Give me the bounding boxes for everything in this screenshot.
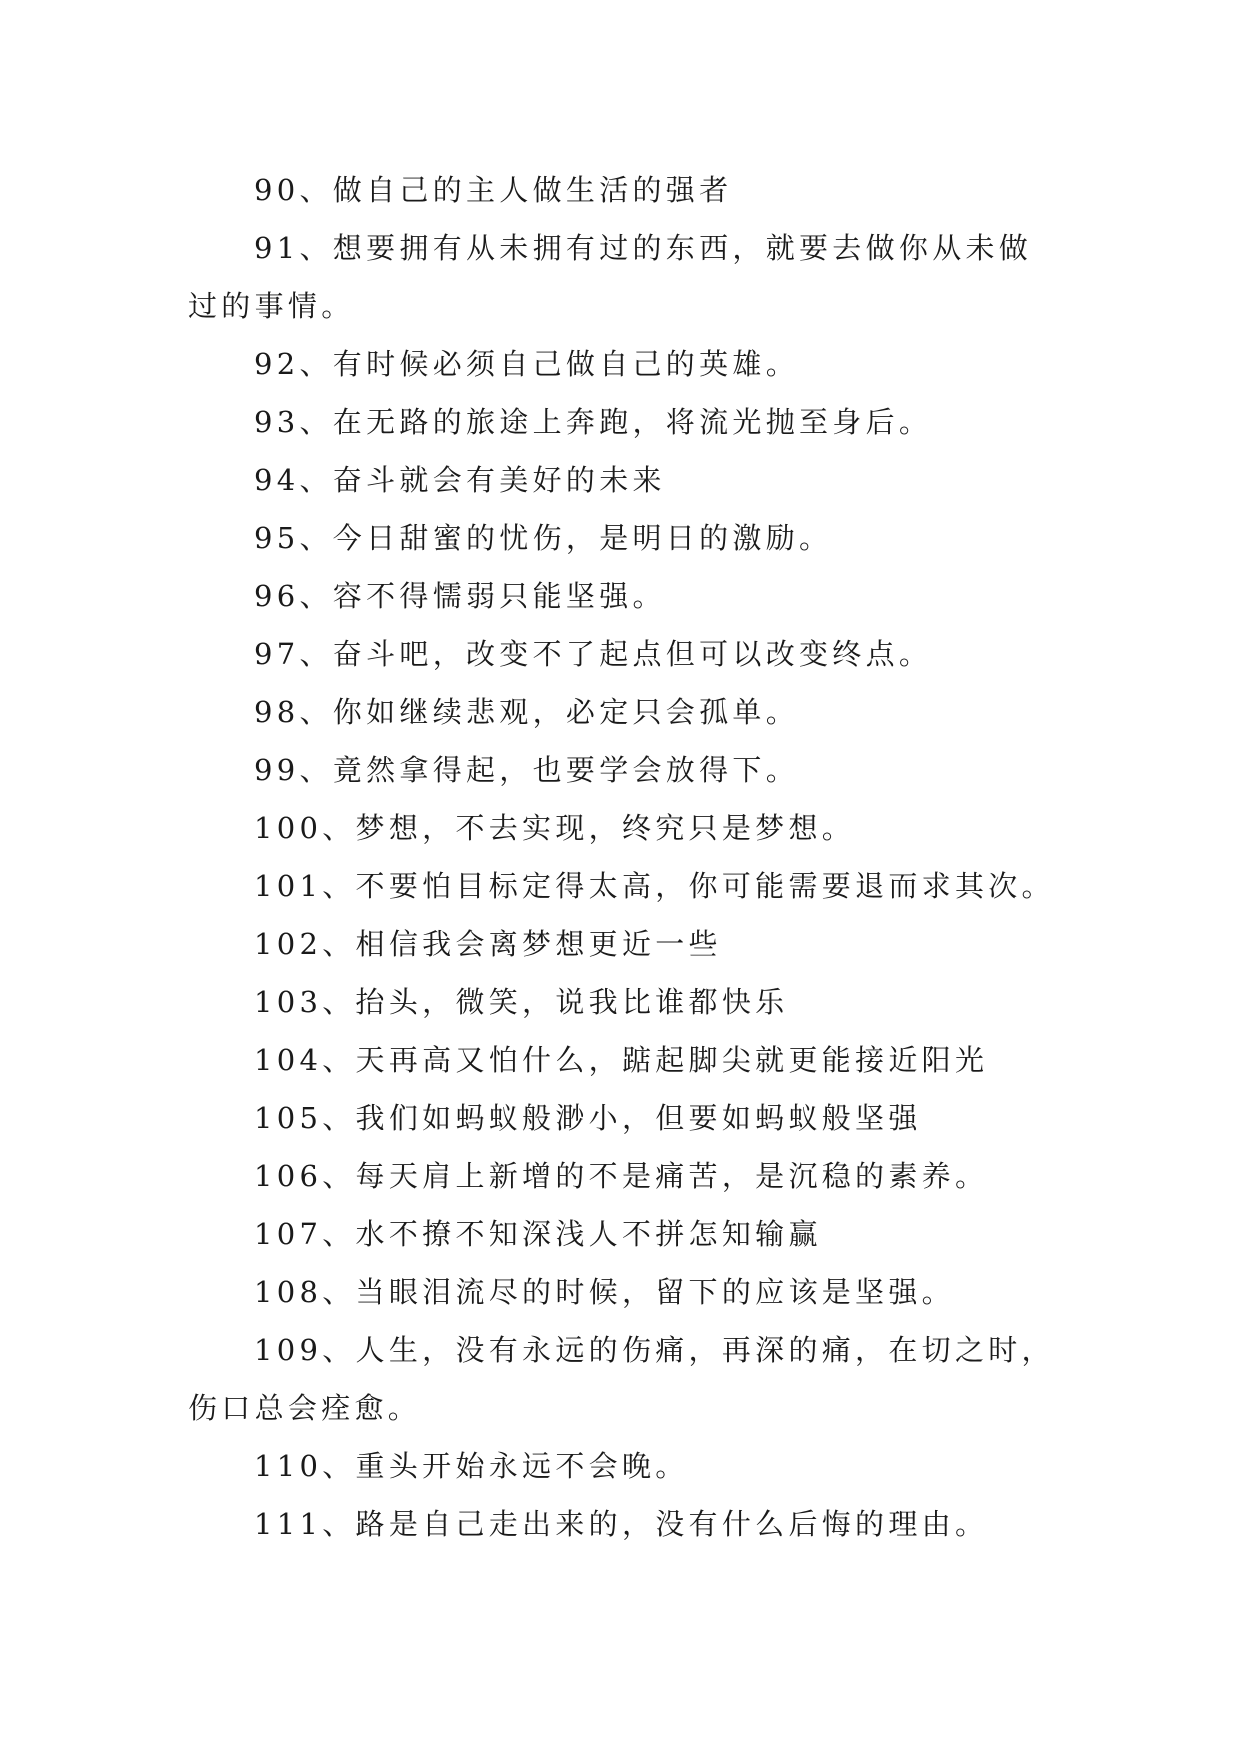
paragraph-94: 94、奋斗就会有美好的未来 xyxy=(254,463,666,497)
document-body xyxy=(188,161,1058,1553)
paragraph-92: 92、有时候必须自己做自己的英雄。 xyxy=(254,347,800,381)
paragraph-109: 109、人生，没有永远的伤痛，再深的痛，在切之时，伤口总会痊愈。 xyxy=(188,1333,1055,1425)
paragraph-90: 90、做自己的主人做生活的强者 xyxy=(254,173,733,207)
paragraph-110: 110、重头开始永远不会晚。 xyxy=(254,1449,689,1483)
paragraph-95: 95、今日甜蜜的忧伤，是明日的激励。 xyxy=(254,521,833,555)
paragraph-99: 99、竟然拿得起，也要学会放得下。 xyxy=(254,753,800,787)
paragraph-104: 104、天再高又怕什么，踮起脚尖就更能接近阳光 xyxy=(254,1043,989,1077)
paragraph-102: 102、相信我会离梦想更近一些 xyxy=(254,927,722,961)
paragraph-96: 96、容不得懦弱只能坚强。 xyxy=(254,579,666,613)
paragraph-101: 101、不要怕目标定得太高，你可能需要退而求其次。 xyxy=(254,869,1055,903)
paragraph-106: 106、每天肩上新增的不是痛苦，是沉稳的素养。 xyxy=(254,1159,989,1193)
paragraph-97: 97、奋斗吧，改变不了起点但可以改变终点。 xyxy=(254,637,933,671)
paragraph-100: 100、梦想，不去实现，终究只是梦想。 xyxy=(254,811,856,845)
paragraph-108: 108、当眼泪流尽的时候，留下的应该是坚强。 xyxy=(254,1275,955,1309)
paragraph-98: 98、你如继续悲观，必定只会孤单。 xyxy=(254,695,800,729)
paragraph-91: 91、想要拥有从未拥有过的东西，就要去做你从未做过的事情。 xyxy=(188,231,1033,323)
paragraph-103: 103、抬头，微笑，说我比谁都快乐 xyxy=(254,985,789,1019)
paragraph-105: 105、我们如蚂蚁般渺小，但要如蚂蚁般坚强 xyxy=(254,1101,922,1135)
paragraph-107: 107、水不撩不知深浅人不拼怎知输赢 xyxy=(254,1217,822,1251)
paragraph-111: 111、路是自己走出来的，没有什么后悔的理由。 xyxy=(254,1507,989,1541)
paragraph-93: 93、在无路的旅途上奔跑，将流光抛至身后。 xyxy=(254,405,933,439)
